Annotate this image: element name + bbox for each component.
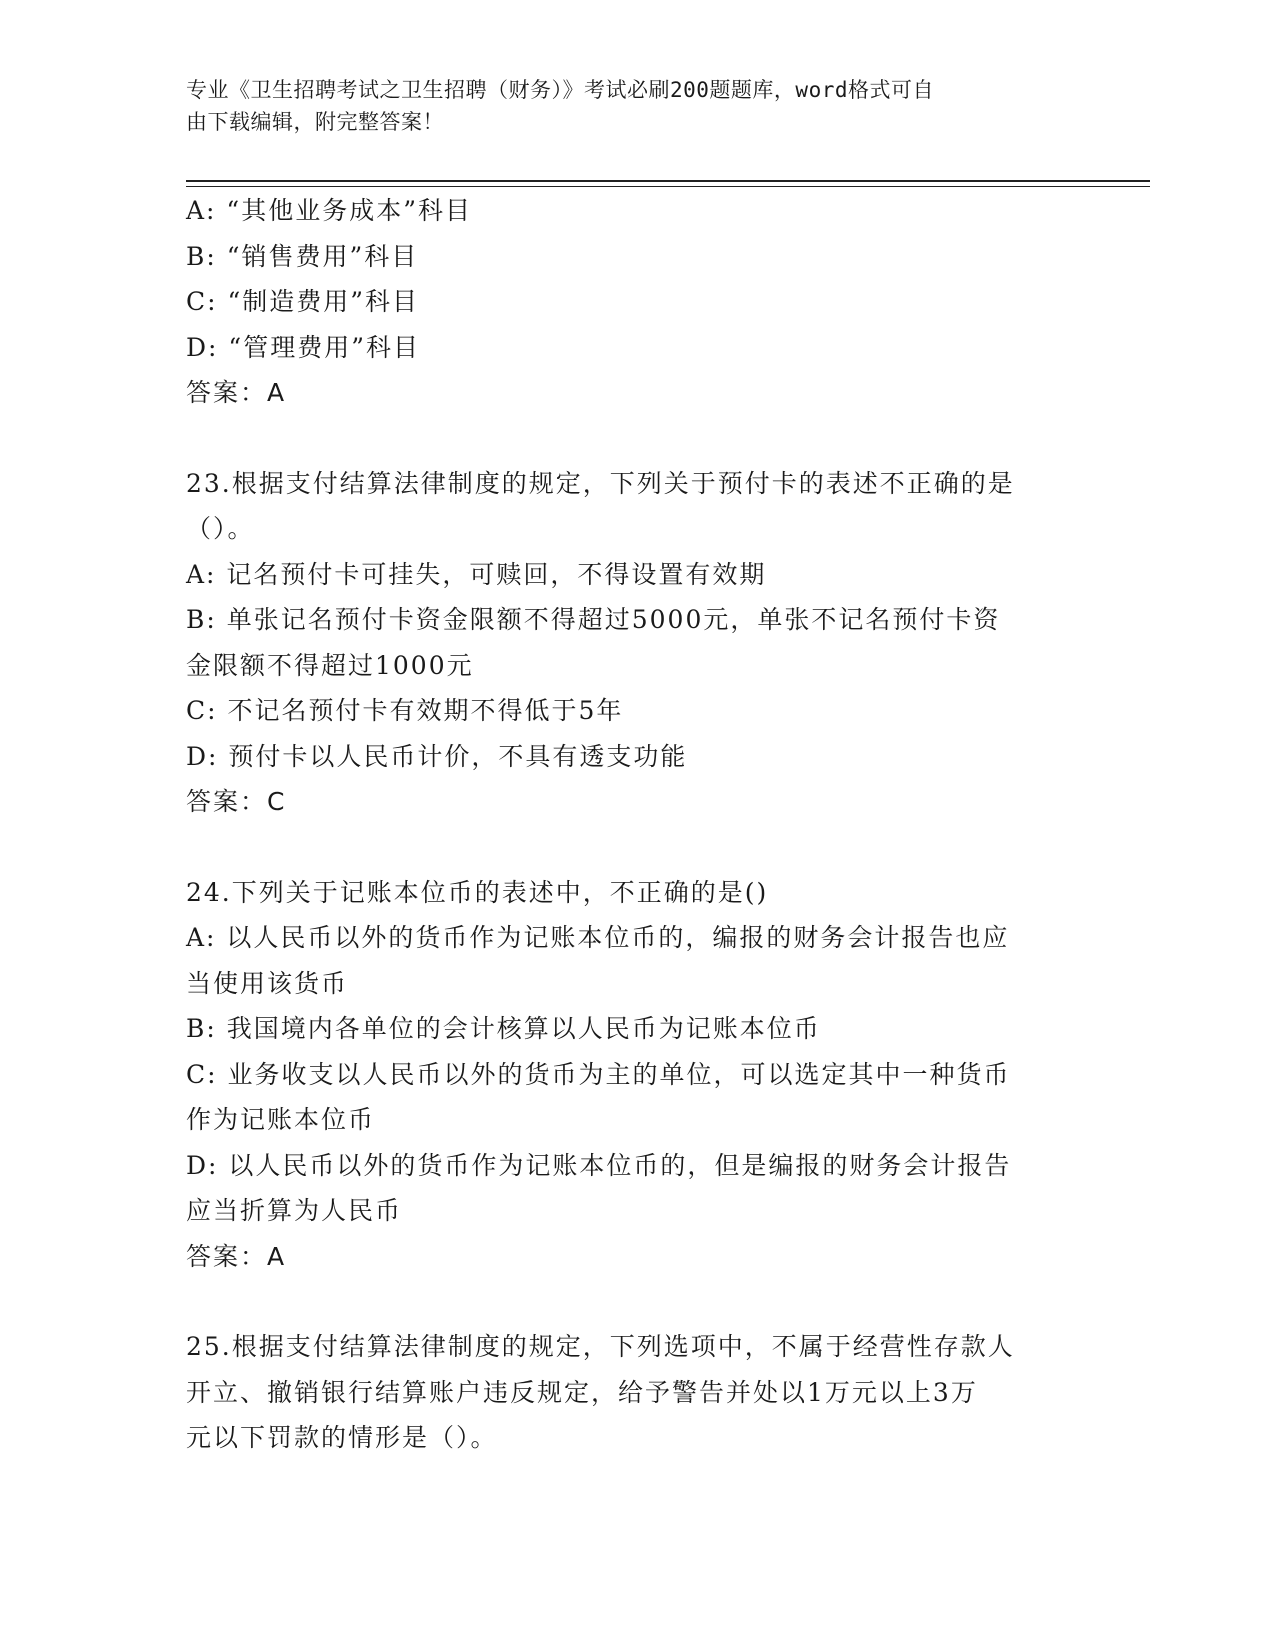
question-stem: 24.下列关于记账本位币的表述中，不正确的是(): [186, 877, 769, 907]
option-b: B: 我国境内各单位的会计核算以人民币为记账本位币: [186, 1014, 821, 1043]
option-a-continued: 当使用该货币: [186, 968, 349, 998]
question-24: [186, 870, 1066, 1280]
header-line: 专业《卫生招聘考试之卫生招聘（财务）》考试必刷200题题库，word格式可自: [186, 78, 934, 102]
question-22: [186, 188, 1066, 416]
option-d-continued: 应当折算为人民币: [186, 1196, 403, 1225]
option-d: D: 以人民币以外的货币作为记账本位币的，但是编报的财务会计报告: [186, 1150, 1012, 1180]
spacer: [186, 416, 1066, 461]
option-c: C: 不记名预付卡有效期不得低于5年: [186, 696, 624, 725]
option-a: A: 以人民币以外的货币作为记账本位币的，编报的财务会计报告也应: [186, 923, 1010, 952]
question-stem: 23.根据支付结算法律制度的规定，下列关于预付卡的表述不正确的是: [186, 468, 1015, 498]
answer: 答案：C: [186, 787, 287, 816]
question-25: [186, 1324, 1066, 1461]
option-a: A: 记名预付卡可挂失，可赎回，不得设置有效期: [186, 559, 767, 589]
option-c: C: 业务收支以人民币以外的货币为主的单位，可以选定其中一种货币: [186, 1059, 1011, 1089]
spacer: [186, 1279, 1066, 1324]
option-b-continued: 金限额不得超过1000元: [186, 650, 474, 680]
option-d: D: 预付卡以人民币计价，不具有透支功能: [186, 741, 688, 771]
question-stem: 元以下罚款的情形是（）。: [186, 1423, 498, 1452]
answer: 答案：A: [186, 378, 287, 407]
question-stem: （）。: [186, 514, 255, 543]
option-c: C: “制造费用”科目: [186, 287, 420, 316]
option-c-continued: 作为记账本位币: [186, 1105, 376, 1134]
option-b: B: “销售费用”科目: [186, 241, 419, 271]
spacer: [186, 825, 1066, 870]
header-divider-thin: [186, 186, 1150, 187]
option-a: A: “其他业务成本”科目: [186, 196, 472, 225]
option-b: B: 单张记名预付卡资金限额不得超过5000元，单张不记名预付卡资: [186, 605, 1001, 634]
question-stem: 开立、撤销银行结算账户违反规定，给予警告并处以1万元以上3万: [186, 1377, 978, 1407]
header-line: 由下载编辑，附完整答案！: [186, 110, 444, 134]
question-stem: 25.根据支付结算法律制度的规定，下列选项中，不属于经营性存款人: [186, 1332, 1015, 1361]
document-header: [186, 74, 1066, 138]
header-divider: [186, 180, 1150, 182]
document-body: [186, 188, 1066, 1461]
answer: 答案：A: [186, 1241, 287, 1271]
option-d: D: “管理费用”科目: [186, 332, 420, 362]
question-23: [186, 461, 1066, 825]
